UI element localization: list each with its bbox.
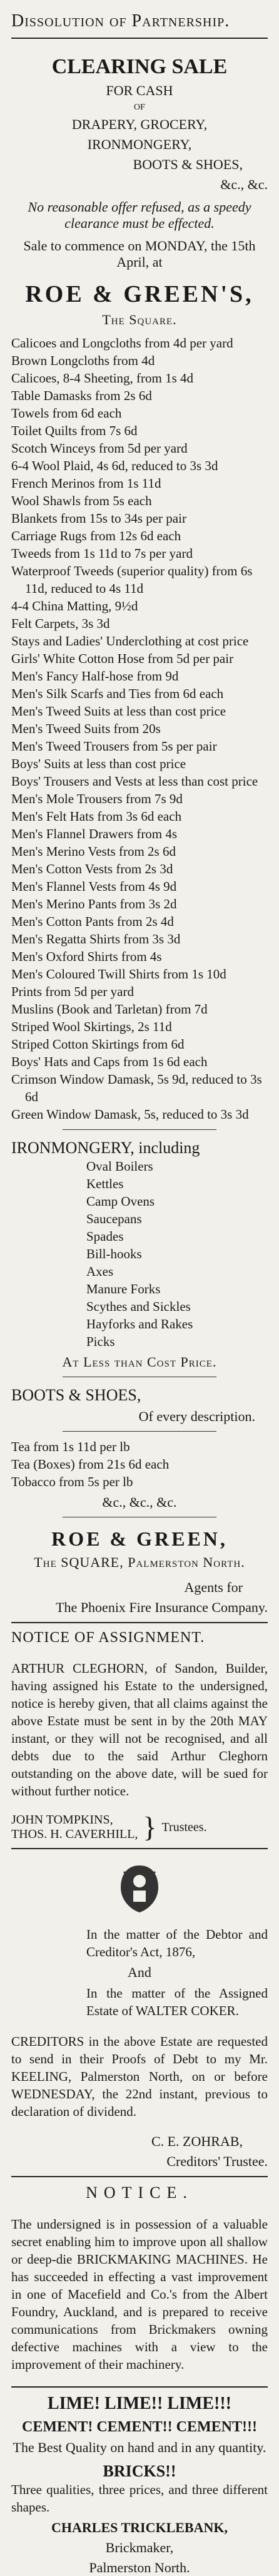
ironmongery-item: Spades bbox=[86, 1229, 124, 1244]
sale-item: Tweeds from 1s 11d to 7s per yard bbox=[11, 546, 193, 561]
goods-3: BOOTS & SHOES, bbox=[133, 157, 243, 172]
sale-item: Men's Flannel Vests from 4s 9d bbox=[11, 879, 177, 894]
notice-body: The undersigned is in possession of a valuable secret enabling him to improve upon all shallow or deep-die BRICKMAKING MACHINES. He has succeeded in effecting a vast improvement in one of Macefield and Co.'s from the Albert Foundry, Auckland, and is prepared to receive communications from Brickmakers owning defective machines with a view to the improvement of their machinery. bbox=[11, 2217, 268, 2372]
lime-quality: The Best Quality on hand and in any quantity. bbox=[13, 2440, 266, 2455]
ironmongery-item: Scythes and Sickles bbox=[86, 1299, 191, 1314]
sale-item: Men's Flannel Drawers from 4s bbox=[11, 826, 178, 841]
ironmongery-heading: IRONMONGERY, including bbox=[11, 1139, 200, 1157]
sale-item: Men's Merino Pants from 3s 2d bbox=[11, 896, 177, 911]
sale-item: Men's Oxford Shirts from 4s bbox=[11, 949, 162, 964]
sale-item: Scotch Winceys from 5d per yard bbox=[11, 441, 188, 456]
notice-title: NOTICE. bbox=[86, 2183, 193, 2202]
brickmaker-trade: Brickmaker, bbox=[105, 2540, 174, 2555]
sale-item: Striped Wool Skirtings, 2s 11d bbox=[11, 1019, 172, 1034]
brickmaker-place: Palmerston North. bbox=[89, 2560, 190, 2575]
ironmongery-item: Picks bbox=[86, 1334, 115, 1349]
ironmongery-item: Camp Ovens bbox=[86, 1194, 155, 1209]
assignment-title: NOTICE OF ASSIGNMENT. bbox=[11, 1629, 205, 1646]
tea-item: Tea (Boxes) from 21s 6d each bbox=[11, 1457, 170, 1472]
sale-item: Men's Merino Vests from 2s 6d bbox=[11, 844, 176, 859]
speedy-clearance-notice: No reasonable offer refused, as a speedy clearance must be effected. bbox=[28, 199, 251, 231]
etc: &c., &c. bbox=[220, 177, 268, 192]
sale-item: Blankets from 15s to 34s per pair bbox=[11, 511, 186, 526]
lime-heading: LIME! LIME!! LIME!!! bbox=[48, 2394, 231, 2413]
sale-item: Men's Cotton Vests from 2s 3d bbox=[11, 861, 173, 876]
sale-item: Towels from 6d each bbox=[11, 406, 122, 421]
agents-label: Agents for bbox=[184, 1579, 243, 1595]
sale-item: Boys' Trousers and Vests at less than cost price bbox=[11, 774, 258, 789]
debtor-role: Creditors' Trustee. bbox=[166, 2153, 268, 2169]
sale-item: Men's Mole Trousers from 7s 9d bbox=[11, 791, 183, 806]
sale-item: Muslins (Book and Tarletan) from 7d bbox=[11, 1002, 208, 1017]
debtor-line-3: In the matter of the Assigned Estate of WALTER COKER. bbox=[86, 1986, 268, 2018]
brace-glyph: } bbox=[143, 1811, 157, 1843]
location: The Square. bbox=[102, 312, 177, 327]
divider bbox=[63, 1431, 216, 1432]
debtor-signer: C. E. ZOHRAB, bbox=[151, 2133, 243, 2149]
assignment-body: ARTHUR CLEGHORN, of Sandon, Builder, having assigned his Estate to the undersigned, notice is hereby given, that all claims against the above Estate must be sent in by the 20th MAY instant, or they will not be recognised, and all debts due to the said Arthur Cleghorn outstanding on the above date, will be sued for without further notice. bbox=[11, 1661, 268, 1799]
ironmongery-footer: At Less than Cost Price. bbox=[62, 1354, 217, 1370]
trustee-2: THOS. H. CAVERHILL, bbox=[11, 1827, 138, 1841]
clearing-sale-heading: CLEARING SALE bbox=[51, 55, 228, 78]
divider bbox=[11, 2386, 268, 2388]
sale-item: Striped Cotton Skirtings from 6d bbox=[11, 1037, 185, 1052]
sale-item: Stays and Ladies' Underclothing at cost price bbox=[11, 634, 249, 649]
sale-item: Men's Silk Scarfs and Ties from 6d each bbox=[11, 686, 224, 701]
sale-item: Prints from 5d per yard bbox=[11, 984, 134, 999]
sale-item: Calicoes and Longcloths from 4d per yard bbox=[11, 336, 233, 351]
sale-item: French Merinos from 1s 11d bbox=[11, 476, 161, 491]
for-cash: FOR CASH bbox=[106, 83, 173, 98]
sale-item: Toilet Quilts from 7s 6d bbox=[11, 423, 138, 438]
goods-2: IRONMONGERY, bbox=[87, 136, 192, 152]
coat-of-arms-icon bbox=[114, 1859, 165, 1916]
sale-item: Wool Shawls from 5s each bbox=[11, 493, 152, 508]
ironmongery-item: Bill-hooks bbox=[86, 1246, 142, 1261]
sale-item: Table Damasks from 2s 6d bbox=[11, 388, 152, 403]
tea-item: Tobacco from 5s per lb bbox=[11, 1474, 133, 1489]
firm-name: ROE & GREEN'S, bbox=[25, 281, 254, 307]
tea-item: Tea from 1s 11d per lb bbox=[11, 1439, 130, 1454]
sale-item: 4-4 China Matting, 9½d bbox=[11, 598, 138, 613]
ironmongery-list bbox=[11, 1157, 268, 1350]
footer-firm-name: ROE & GREEN, bbox=[51, 1527, 228, 1550]
ironmongery-item: Kettles bbox=[86, 1176, 124, 1191]
sale-item: Waterproof Tweeds (superior quality) from 6s 11d, reduced to 4s 11d bbox=[11, 563, 253, 596]
boots-sub: Of every description. bbox=[138, 1409, 255, 1424]
ironmongery-item: Oval Boilers bbox=[86, 1159, 153, 1174]
sale-item: Men's Coloured Twill Shirts from 1s 10d bbox=[11, 967, 226, 982]
sale-item: Brown Longcloths from 4d bbox=[11, 353, 155, 368]
trustees-block bbox=[11, 1813, 268, 1842]
sale-item: Calicoes, 8-4 Sheeting, from 1s 4d bbox=[11, 371, 194, 386]
divider bbox=[11, 1622, 268, 1623]
ironmongery-item: Manure Forks bbox=[86, 1281, 161, 1296]
sale-item: Men's Tweed Suits from 20s bbox=[11, 721, 161, 736]
boots-heading: BOOTS & SHOES, bbox=[11, 1386, 141, 1404]
of-label: OF bbox=[134, 103, 145, 112]
bricks-desc: Three qualities, three prices, and three different shapes. bbox=[11, 2482, 268, 2515]
sale-item: Green Window Damask, 5s, reduced to 3s 3d bbox=[11, 1107, 249, 1122]
sale-item: Men's Cotton Pants from 2s 4d bbox=[11, 914, 174, 929]
trustees-label: Trustees. bbox=[161, 1820, 207, 1834]
goods-1: DRAPERY, GROCERY, bbox=[71, 116, 208, 132]
dissolution-title: Dissolution of Partnership. bbox=[11, 11, 230, 31]
trustee-1: JOHN TOMPKINS, bbox=[11, 1813, 113, 1827]
debtor-line-2: And bbox=[128, 1964, 151, 1980]
bricks-heading: BRICKS!! bbox=[103, 2462, 176, 2480]
sale-item: Boys' Suits at less than cost price bbox=[11, 756, 186, 771]
cement-heading: CEMENT! CEMENT!! CEMENT!!! bbox=[22, 2419, 257, 2435]
sale-item: Men's Tweed Trousers from 5s per pair bbox=[11, 739, 217, 754]
newspaper-column bbox=[0, 11, 279, 2575]
sale-item: Boys' Hats and Caps from 1s 6d each bbox=[11, 1054, 208, 1069]
tea-etc: &c., &c., &c. bbox=[102, 1494, 177, 1510]
divider bbox=[11, 1848, 268, 1849]
insurance-company: The Phoenix Fire Insurance Company. bbox=[56, 1599, 268, 1615]
divider bbox=[63, 1129, 216, 1130]
sale-item: Men's Felt Hats from 3s 6d each bbox=[11, 809, 182, 824]
sale-item: Felt Carpets, 3s 3d bbox=[11, 616, 110, 631]
debtor-body: CREDITORS in the above Estate are requested to send in their Proofs of Debt to my Mr. KEELING, Palmerston North, on or before WEDNESDAY, the 22nd instant, previous to declaration of dividend. bbox=[11, 2034, 268, 2119]
sale-item: Men's Fancy Half-hose from 9d bbox=[11, 669, 179, 684]
tea-list bbox=[11, 1438, 268, 1491]
sale-item: Men's Tweed Suits at less than cost price bbox=[11, 704, 226, 719]
sale-item: Carriage Rugs from 12s 6d each bbox=[11, 528, 181, 543]
divider bbox=[11, 38, 268, 39]
debtor-line-1: In the matter of the Debtor and Creditor's Act, 1876, bbox=[86, 1927, 268, 1959]
sale-item: Crimson Window Damask, 5s 9d, reduced to 3s 6d bbox=[11, 1072, 262, 1104]
footer-firm-address: The SQUARE, Palmerston North. bbox=[34, 1554, 245, 1570]
divider bbox=[11, 2176, 268, 2177]
sale-item: Men's Regatta Shirts from 3s 3d bbox=[11, 931, 181, 947]
ironmongery-item: Axes bbox=[86, 1264, 114, 1279]
sale-item: Girls' White Cotton Hose from 5d per pair bbox=[11, 651, 234, 666]
sale-item: 6-4 Wool Plaid, 4s 6d, reduced to 3s 3d bbox=[11, 458, 218, 473]
ironmongery-item: Saucepans bbox=[86, 1211, 142, 1226]
brickmaker-name: CHARLES TRICKLEBANK, bbox=[51, 2520, 228, 2535]
sale-commence: Sale to commence on MONDAY, the 15th April, at bbox=[23, 238, 256, 270]
ironmongery-item: Hayforks and Rakes bbox=[86, 1316, 193, 1332]
sale-items-list bbox=[11, 334, 268, 1123]
